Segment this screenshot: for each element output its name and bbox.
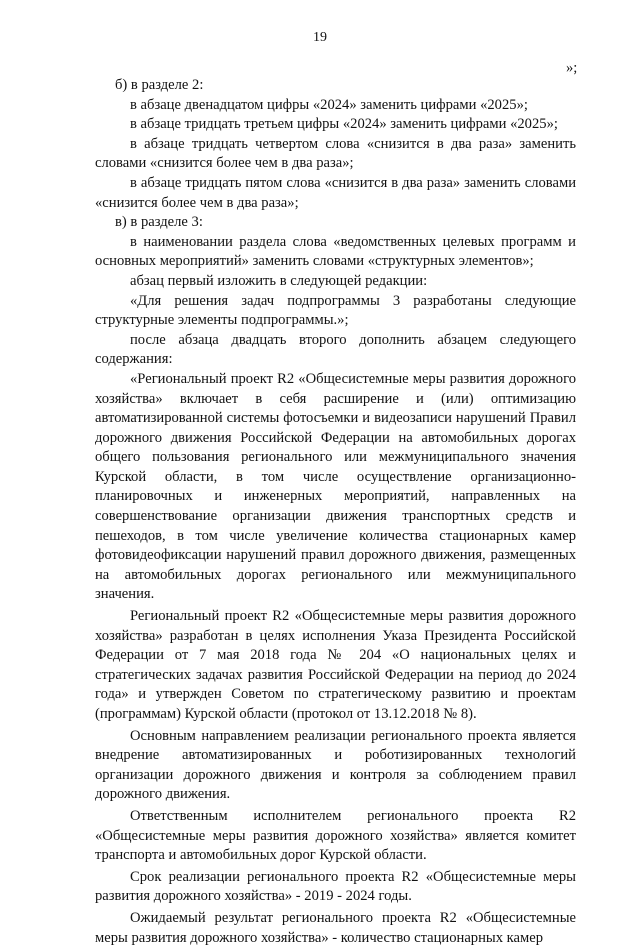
- paragraph: в абзаце тридцать пятом слова «снизится в два раза» заменить словами «снизится более чем в два раза»;: [95, 174, 576, 211]
- paragraph: Ответственным исполнителем регионального проекта R2 «Общесистемные меры развития дорожного хозяйства» является комитет транспорта и автомобильных дорог Курской области.: [95, 807, 576, 864]
- document-body: [95, 76, 576, 948]
- paragraph-section-b: б) в разделе 2:: [115, 77, 204, 93]
- paragraph: «Региональный проект R2 «Общесистемные меры развития дорожного хозяйства» включает в себя расширение и (или) оптимизацию автоматизированной системы фотосъемки и видеозаписи нарушений Правил дорожного движения Российской Федерации на автомобильных дорогах общего пользования регионального или межмуниципального значения Курской области, в том числе осуществление организационно-планировочных и инженерных мероприятий, направленных на совершенствование организации движения транспортных средств и пешеходов, в том числе увеличение количества стационарных камер фотовидеофиксации нарушений правил дорожного движения, размещенных на автомобильных дорогах регионального или межмуниципального значения.: [95, 370, 576, 603]
- paragraph: в абзаце тридцать третьем цифры «2024» заменить цифрами «2025»;: [130, 116, 558, 133]
- paragraph: Срок реализации регионального проекта R2 «Общесистемные меры развития дорожного хозяйства» - 2019 - 2024 годы.: [95, 868, 576, 905]
- paragraph: в наименовании раздела слова «ведомственных целевых программ и основных мероприятий» заменить словами «структурных элементов»;: [95, 233, 576, 270]
- closing-quote-mark: »;: [566, 60, 578, 76]
- paragraph: абзац первый изложить в следующей редакции:: [130, 272, 428, 289]
- paragraph: «Для решения задач подпрограммы 3 разработаны следующие структурные элементы подпрограммы.»;: [95, 292, 576, 329]
- paragraph: после абзаца двадцать второго дополнить абзацем следующего содержания:: [95, 331, 576, 368]
- paragraph-section-v: в) в разделе 3:: [115, 214, 203, 231]
- paragraph: в абзаце тридцать четвертом слова «снизится в два раза» заменить словами «снизится более чем в два раза»;: [95, 135, 576, 172]
- paragraph: Ожидаемый результат регионального проекта R2 «Общесистемные меры развития дорожного хозяйства» - количество стационарных камер: [95, 909, 576, 946]
- paragraph: в абзаце двенадцатом цифры «2024» заменить цифрами «2025»;: [130, 96, 528, 113]
- paragraph: Региональный проект R2 «Общесистемные меры развития дорожного хозяйства» разработан в целях исполнения Указа Президента Российской Федерации от 7 мая 2018 года № 204 «О национальных целях и стратегических задачах развития Российской Федерации на период до 2024 года» и утвержден Советом по стратегическому развитию и проектам (программам) Курской области (протокол от 13.12.2018 № 8).: [95, 608, 576, 722]
- paragraph: Основным направлением реализации регионального проекта является внедрение автоматизированных и роботизированных технологий организации дорожного движения и контроля за соблюдением правил дорожного движения.: [95, 727, 576, 803]
- page-number: 19: [313, 30, 327, 45]
